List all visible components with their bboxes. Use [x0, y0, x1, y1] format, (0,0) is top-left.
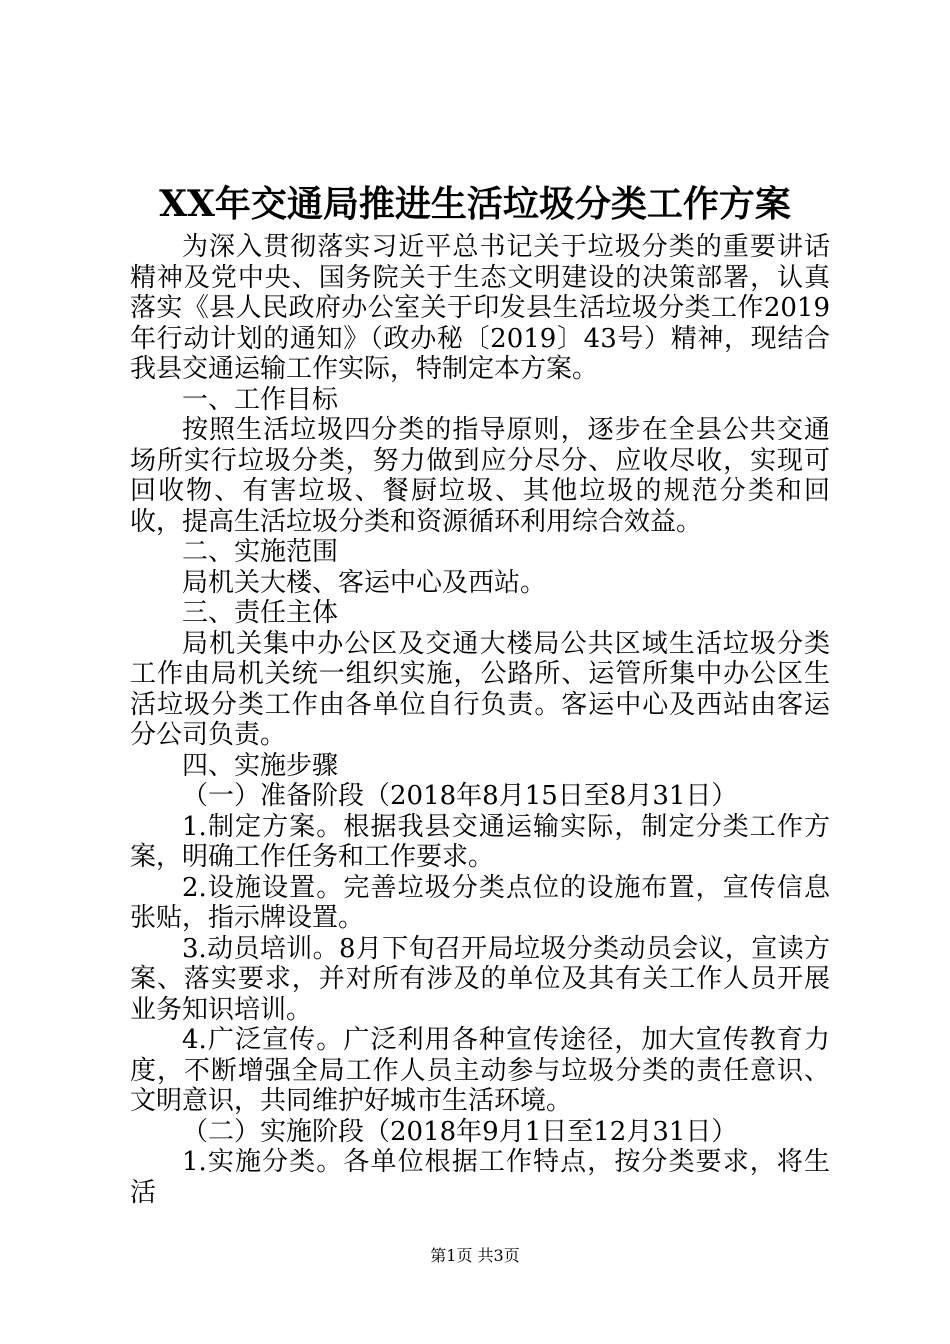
- page-footer: 第1页 共3页: [430, 1246, 520, 1265]
- section-heading-responsibility: 三、责任主体: [182, 598, 339, 628]
- subheading-preparation-stage: （一）准备阶段（2018年8月15日至8月31日）: [182, 781, 738, 811]
- step-paragraph: 3.动员培训。8月下旬召开局垃圾分类动员会议，宣读方案、落实要求，并对所有涉及的单位及其有关工作人员开展业务知识培训。: [130, 933, 830, 1025]
- scope-paragraph: 局机关大楼、客运中心及西站。: [182, 567, 547, 598]
- step-paragraph: 2.设施设置。完善垃圾分类点位的设施布置，宣传信息张贴，指示牌设置。: [130, 872, 830, 933]
- intro-paragraph: 为深入贯彻落实习近平总书记关于垃圾分类的重要讲话精神及党中央、国务院关于生态文明建设的决策部署，认真落实《县人民政府办公室关于印发县生活垃圾分类工作2019年行动计划的通知》（政办秘〔2019〕43号）精神，现结合我县交通运输工作实际，特制定本方案。: [130, 232, 830, 384]
- section-heading-steps: 四、实施步骤: [182, 750, 339, 781]
- responsibility-paragraph: 局机关集中办公区及交通大楼局公共区域生活垃圾分类工作由局机关统一组织实施，公路所、运管所集中办公区生活垃圾分类工作由各单位自行负责。客运中心及西站由客运分公司负责。: [130, 628, 830, 750]
- document-body: [130, 232, 830, 1208]
- step-paragraph: 4.广泛宣传。广泛利用各种宣传途径，加大宣传教育力度，不断增强全局工作人员主动参与垃圾分类的责任意识、文明意识，共同维护好城市生活环境。: [130, 1025, 830, 1116]
- subheading-implementation-stage: （二）实施阶段（2018年9月1日至12月31日）: [182, 1116, 738, 1147]
- document-title: XX年交通局推进生活垃圾分类工作方案: [159, 183, 791, 225]
- step-paragraph: 1.实施分类。各单位根据工作特点，按分类要求，将生活: [130, 1147, 830, 1208]
- section-heading-goals: 一、工作目标: [182, 384, 339, 415]
- step-paragraph: 1.制定方案。根据我县交通运输实际，制定分类工作方案，明确工作任务和工作要求。: [130, 811, 830, 872]
- section-heading-scope: 二、实施范围: [182, 537, 339, 567]
- goals-paragraph: 按照生活垃圾四分类的指导原则，逐步在全县公共交通场所实行垃圾分类，努力做到应分尽分、应收尽收，实现可回收物、有害垃圾、餐厨垃圾、其他垃圾的规范分类和回收，提高生活垃圾分类和资源循环利用综合效益。: [130, 415, 830, 537]
